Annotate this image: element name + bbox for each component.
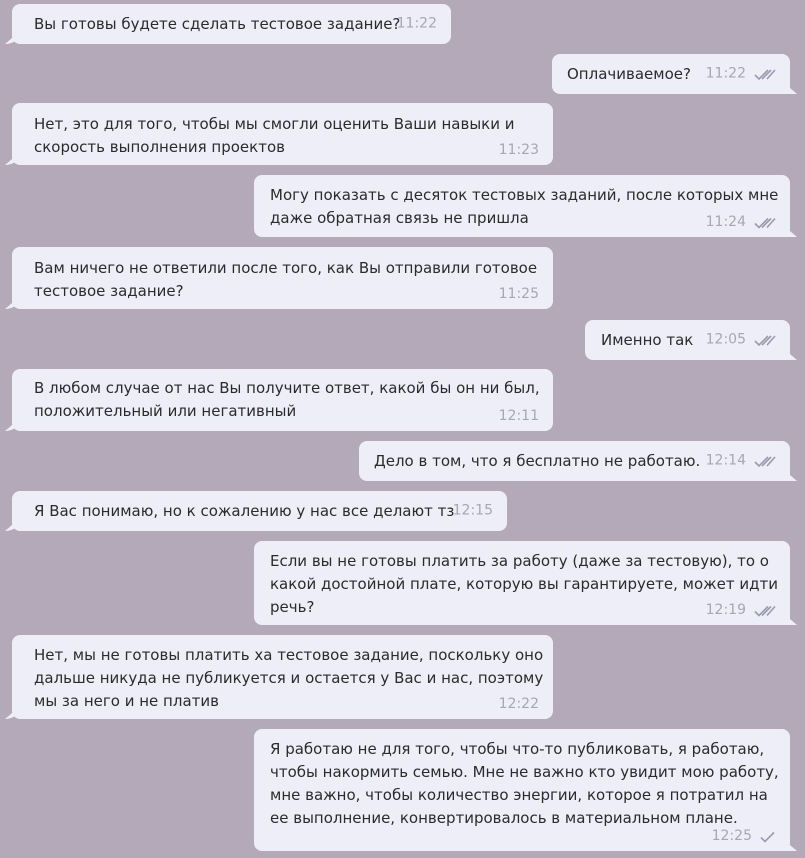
message-time: 12:25 (711, 828, 752, 844)
double-check-icon (754, 605, 776, 617)
message-outgoing[interactable] (254, 729, 790, 851)
message-incoming[interactable] (12, 491, 507, 531)
message-time: 11:23 (498, 142, 539, 158)
message-time: 11:24 (705, 214, 746, 230)
message-text: Именно так (601, 331, 694, 349)
message-time: 12:19 (705, 602, 746, 618)
message-time: 12:11 (498, 408, 539, 424)
message-text: Я Вас понимаю, но к сожалению у нас все делают тз (34, 502, 455, 520)
message-incoming[interactable] (12, 247, 553, 309)
message-text: Я работаю не для того, чтобы что-то публиковать, я работаю, чтобы накормить семью. Мне не важно кто увидит мою работу, мне важно, чтобы количество энергии, которое я потратил на ее выполнение, конвертировалось в материальном плане. (270, 740, 779, 827)
message-time: 12:05 (705, 331, 746, 348)
double-check-icon (754, 334, 776, 346)
message-incoming[interactable] (12, 103, 553, 165)
double-check-icon (754, 68, 776, 80)
message-time: 11:22 (705, 65, 746, 82)
message-text: Нет, это для того, чтобы мы смогли оценить Ваши навыки и скорость выполнения проектов (34, 115, 515, 156)
message-time: 12:15 (452, 502, 493, 519)
message-text: Нет, мы не готовы платить ха тестовое задание, поскольку оно дальше никуда не публикуется и остается у Вас и нас, поэтому мы за него и не платив (34, 646, 544, 710)
message-text: Могу показать с десяток тестовых заданий, после которых мне даже обратная связь не пришла (270, 186, 779, 227)
message-text: Оплачиваемое? (567, 65, 691, 83)
message-outgoing[interactable] (359, 441, 790, 481)
message-text: Если вы не готовы платить за работу (даже за тестовую), то о какой достойной плате, которую вы гарантируете, может идти речь? (270, 552, 779, 616)
message-text: В любом случае от нас Вы получите ответ, какой бы он ни был, положительный или негативный (34, 379, 540, 420)
message-incoming[interactable] (12, 369, 553, 431)
message-time: 12:14 (705, 452, 746, 469)
message-outgoing[interactable] (552, 54, 790, 94)
message-text: Вы готовы будете сделать тестовое задание? (34, 15, 401, 33)
message-time: 11:22 (396, 15, 437, 32)
check-icon (760, 831, 776, 843)
message-outgoing[interactable] (254, 541, 790, 625)
message-time: 12:22 (498, 696, 539, 712)
message-outgoing[interactable] (254, 175, 790, 237)
double-check-icon (754, 217, 776, 229)
message-incoming[interactable] (12, 635, 553, 719)
message-time: 11:25 (498, 286, 539, 302)
message-outgoing[interactable] (585, 320, 790, 360)
message-text: Вам ничего не ответили после того, как Вы отправили готовое тестовое задание? (34, 259, 538, 300)
message-text: Дело в том, что я бесплатно не работаю. (374, 452, 701, 470)
double-check-icon (754, 455, 776, 467)
message-incoming[interactable] (12, 4, 451, 44)
